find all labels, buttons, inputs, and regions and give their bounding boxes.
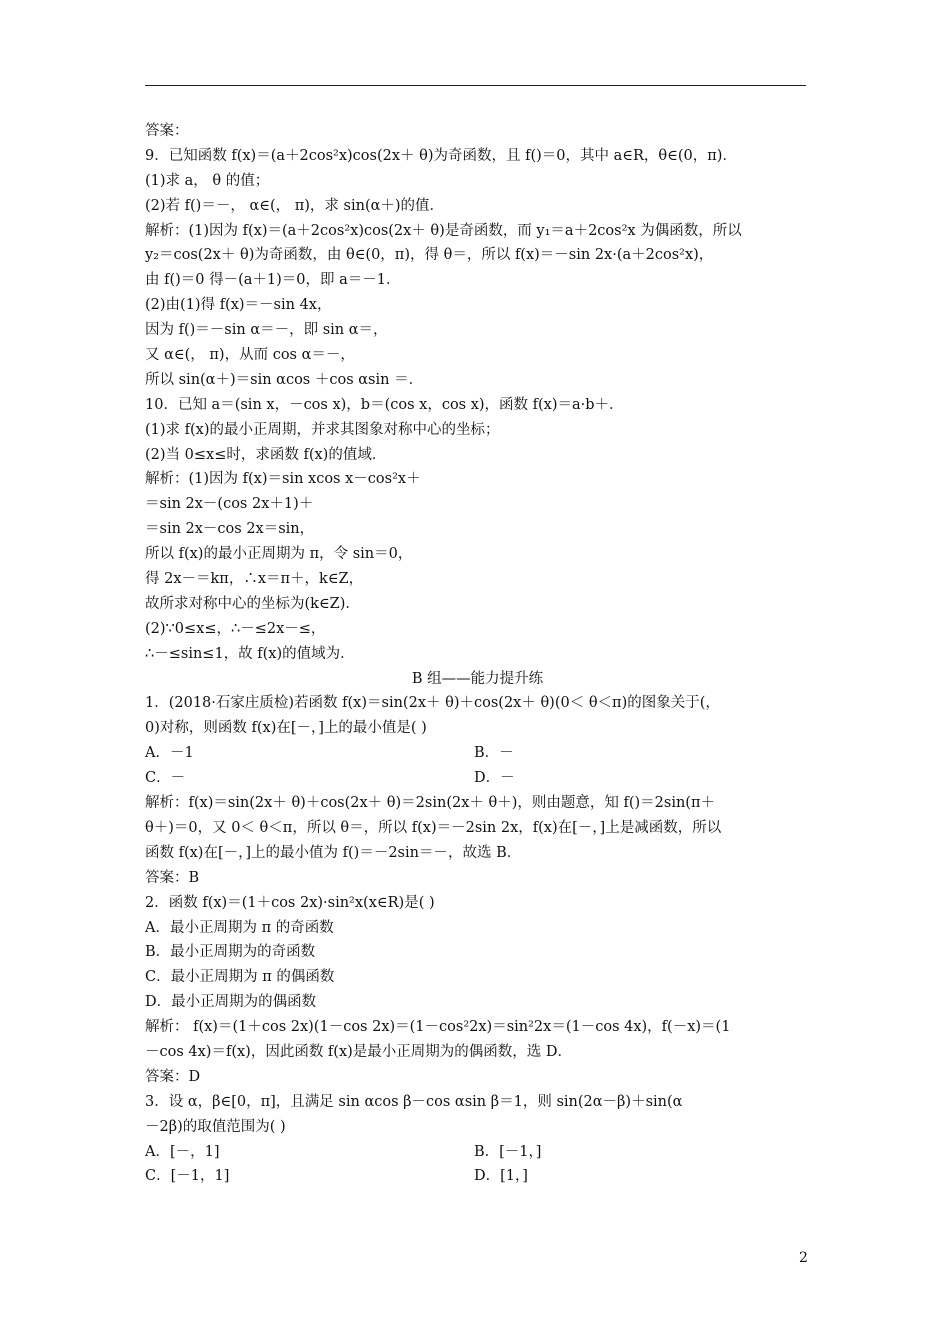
text-line: －2β)的取值范围为( ) <box>145 1118 286 1135</box>
text-line: (1)求 a， θ 的值； <box>145 172 270 189</box>
option-row <box>145 741 810 766</box>
text-line: 解析： f(x)＝(1＋cos 2x)(1－cos 2x)＝(1－cos²2x)＝sin²2x＝(1－cos 4x)，f(－x)＝(1 <box>145 1019 731 1036</box>
option-line: B．最小正周期为的奇函数 <box>145 944 316 961</box>
option-c: C．－ <box>145 770 186 787</box>
text-line: (2)∵0≤x≤，∴－≤2x－≤， <box>145 620 326 637</box>
text-line: 解析：(1)因为 f(x)＝sin xcos x－cos²x＋ <box>145 471 421 488</box>
text-line: 解析：(1)因为 f(x)＝(a＋2cos²x)cos(2x＋ θ)是奇函数，而 y₁＝a＋2cos²x 为偶函数，所以 <box>145 222 742 239</box>
answer-line: 答案：D <box>145 1068 201 1085</box>
text-line: ∴－≤sin≤1，故 f(x)的值域为． <box>145 645 355 662</box>
option-row <box>145 766 810 791</box>
text-line: ＝sin 2x－(cos 2x＋1)＋ <box>145 496 314 513</box>
text-line: 由 f()＝0 得－(a＋1)＝0，即 a＝－1． <box>145 272 401 289</box>
text-line: 得 2x－＝kπ，∴x＝π＋，k∈Z， <box>145 571 364 588</box>
page-content <box>145 119 810 1189</box>
text-line: 答案： <box>145 123 189 139</box>
text-line: 因为 f()＝－sin α＝－，即 sin α＝， <box>145 322 388 339</box>
text-line: y₂＝cos(2x＋ θ)为奇函数，由 θ∈(0，π)，得 θ＝，所以 f(x)＝－sin 2x·(a＋2cos²x)， <box>145 247 714 264</box>
text-line: 3．设 α，β∈[0，π]，且满足 sin αcos β－cos αsin β＝1，则 sin(2α－β)＋sin(α <box>145 1093 683 1110</box>
option-row <box>145 1140 810 1165</box>
option-row <box>145 1164 810 1189</box>
text-line: 又 α∈(， π)，从而 cos α＝－， <box>145 347 355 364</box>
option-a: A．[－，1] <box>145 1143 220 1160</box>
option-line: D．最小正周期为的偶函数 <box>145 994 317 1011</box>
option-b: B．[－1，] <box>474 1143 542 1160</box>
header-rule <box>145 85 806 86</box>
option-d: D．－ <box>474 770 515 787</box>
option-line: A．最小正周期为 π 的奇函数 <box>145 919 334 936</box>
option-b: B．－ <box>474 745 514 762</box>
option-a: A．－1 <box>145 745 194 762</box>
option-d: D．[1，] <box>474 1168 528 1185</box>
text-line: (2)由(1)得 f(x)＝－sin 4x， <box>145 297 332 314</box>
text-line: 10．已知 a＝(sin x，－cos x)，b＝(cos x，cos x)，函数 f(x)＝a·b＋． <box>145 396 624 413</box>
option-c: C．[－1，1] <box>145 1168 230 1185</box>
text-line: (1)求 f(x)的最小正周期，并求其图象对称中心的坐标； <box>145 421 500 438</box>
text-line: 故所求对称中心的坐标为(k∈Z)． <box>145 595 360 612</box>
text-line: 解析：f(x)＝sin(2x＋ θ)＋cos(2x＋ θ)＝2sin(2x＋ θ＋)，则由题意，知 f()＝2sin(π＋ <box>145 795 715 812</box>
text-line: 所以 f(x)的最小正周期为 π，令 sin＝0， <box>145 546 413 563</box>
text-line: 1．(2018·石家庄质检)若函数 f(x)＝sin(2x＋ θ)＋cos(2x＋ θ)(0＜ θ＜π)的图象关于(， <box>145 695 720 712</box>
answer-line: 答案：B <box>145 869 200 886</box>
text-line: ＝sin 2x－cos 2x＝sin， <box>145 521 315 538</box>
text-line: (2)若 f()＝－， α∈(， π)，求 sin(α＋)的值． <box>145 197 445 214</box>
text-line: －cos 4x)＝f(x)，因此函数 f(x)是最小正周期为的偶函数，选 D． <box>145 1043 573 1060</box>
text-line: (2)当 0≤x≤时，求函数 f(x)的值域． <box>145 446 387 463</box>
text-line: 函数 f(x)在[－，]上的最小值为 f()＝－2sin＝－，故选 B． <box>145 844 522 861</box>
text-line: 0)对称，则函数 f(x)在[－，]上的最小值是( ) <box>145 720 427 737</box>
text-line: 9．已知函数 f(x)＝(a＋2cos²x)cos(2x＋ θ)为奇函数，且 f()＝0，其中 a∈R，θ∈(0，π)． <box>145 147 737 164</box>
section-title: B 组——能力提升练 <box>411 670 544 687</box>
text-line: θ＋)＝0，又 0＜ θ＜π，所以 θ＝，所以 f(x)＝－2sin 2x，f(x)在[－，]上是减函数，所以 <box>145 819 722 836</box>
text-line: 2．函数 f(x)＝(1＋cos 2x)·sin²x(x∈R)是( ) <box>145 894 435 911</box>
option-line: C．最小正周期为 π 的偶函数 <box>145 969 335 986</box>
page-number: 2 <box>799 1250 808 1266</box>
text-line: 所以 sin(α＋)＝sin αcos ＋cos αsin ＝． <box>145 371 424 388</box>
